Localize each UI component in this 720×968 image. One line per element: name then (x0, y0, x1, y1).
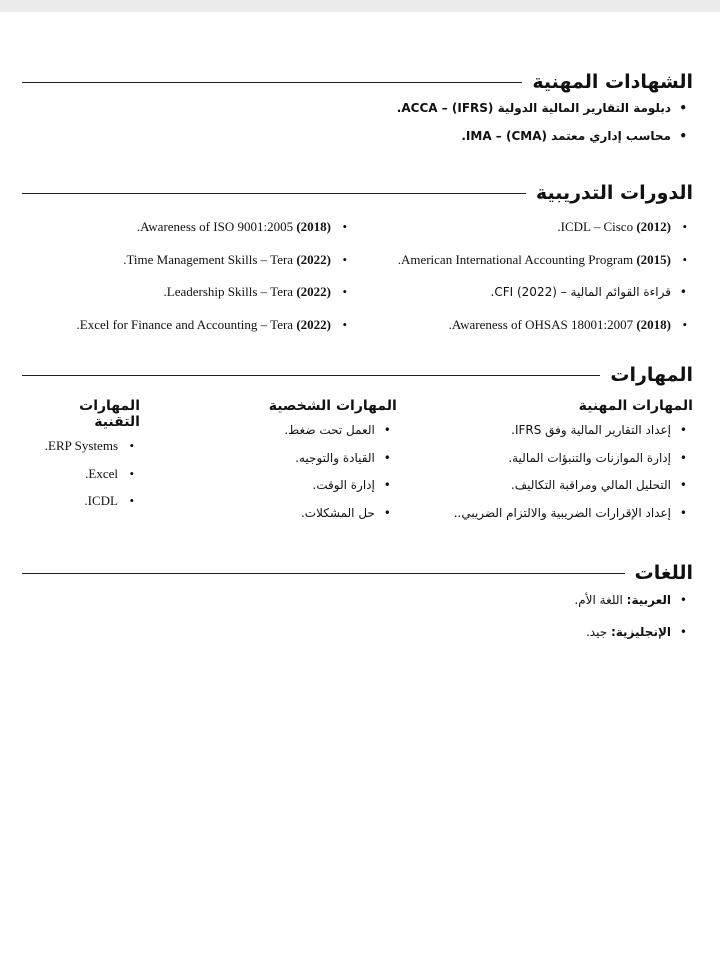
languages-section (22, 558, 693, 657)
divider (22, 82, 522, 83)
list-item: • حل المشكلات. (197, 503, 397, 531)
subsection-title: المهارات الشخصية (268, 398, 397, 414)
courses-section (22, 178, 693, 347)
list-item: • التحليل المالي ومراقبة التكاليف. (454, 475, 693, 503)
list-item: • Excel. (30, 464, 140, 492)
subsection-title: المهارات المهنية (578, 398, 693, 414)
section-title: اللغات (634, 562, 693, 584)
list-item: • Awareness of ISO 9001:2005 (2018). (22, 217, 353, 250)
section-title: الدورات التدريبية (535, 182, 693, 204)
list-item: • Leadership Skills – Tera (2022). (22, 282, 353, 315)
section-title: الشهادات المهنية (532, 71, 693, 93)
technical-skills (30, 398, 140, 530)
certifications-section (22, 67, 693, 157)
list-item: • ICDL – Cisco (2012). (353, 217, 693, 250)
divider (22, 573, 625, 574)
list-item: • ICDL. (30, 491, 140, 519)
list-item: • العربية: اللغة الأم. (22, 593, 693, 625)
list-item: • الإنجليزية: جيد. (22, 625, 693, 657)
list-item: • إعداد التقارير المالية وفق IFRS. (454, 420, 693, 448)
list-item: • ERP Systems. (30, 436, 140, 464)
list-item: • العمل تحت ضغط. (197, 420, 397, 448)
divider (22, 193, 526, 194)
personal-skills (197, 398, 397, 530)
top-bar (0, 0, 720, 12)
skills-section (22, 360, 693, 530)
list-item: • إعداد الإقرارات الضريبية والالتزام الضريبي.. (454, 503, 693, 531)
list-item: • Excel for Finance and Accounting – Tera (2022). (22, 315, 353, 348)
subsection-title: المهارات التقنية (79, 398, 140, 430)
list-item: • Time Management Skills – Tera (2022). (22, 250, 353, 283)
list-item: • إدارة الوقت. (197, 475, 397, 503)
divider (22, 375, 600, 376)
list-item: • إدارة الموازنات والتنبؤات المالية. (454, 448, 693, 476)
section-title: المهارات (610, 364, 693, 386)
list-item: • Awareness of OHSAS 18001:2007 (2018). (353, 315, 693, 348)
list-item: • محاسب إداري معتمد (CMA) – IMA. (22, 129, 693, 157)
list-item: • دبلومة التقارير المالية الدولية (IFRS) – ACCA. (22, 101, 693, 129)
list-item: • قراءة القوائم المالية – (2022) CFI. (353, 282, 693, 315)
professional-skills (454, 398, 693, 530)
list-item: • القيادة والتوجيه. (197, 448, 397, 476)
list-item: • American International Accounting Program (2015). (353, 250, 693, 283)
